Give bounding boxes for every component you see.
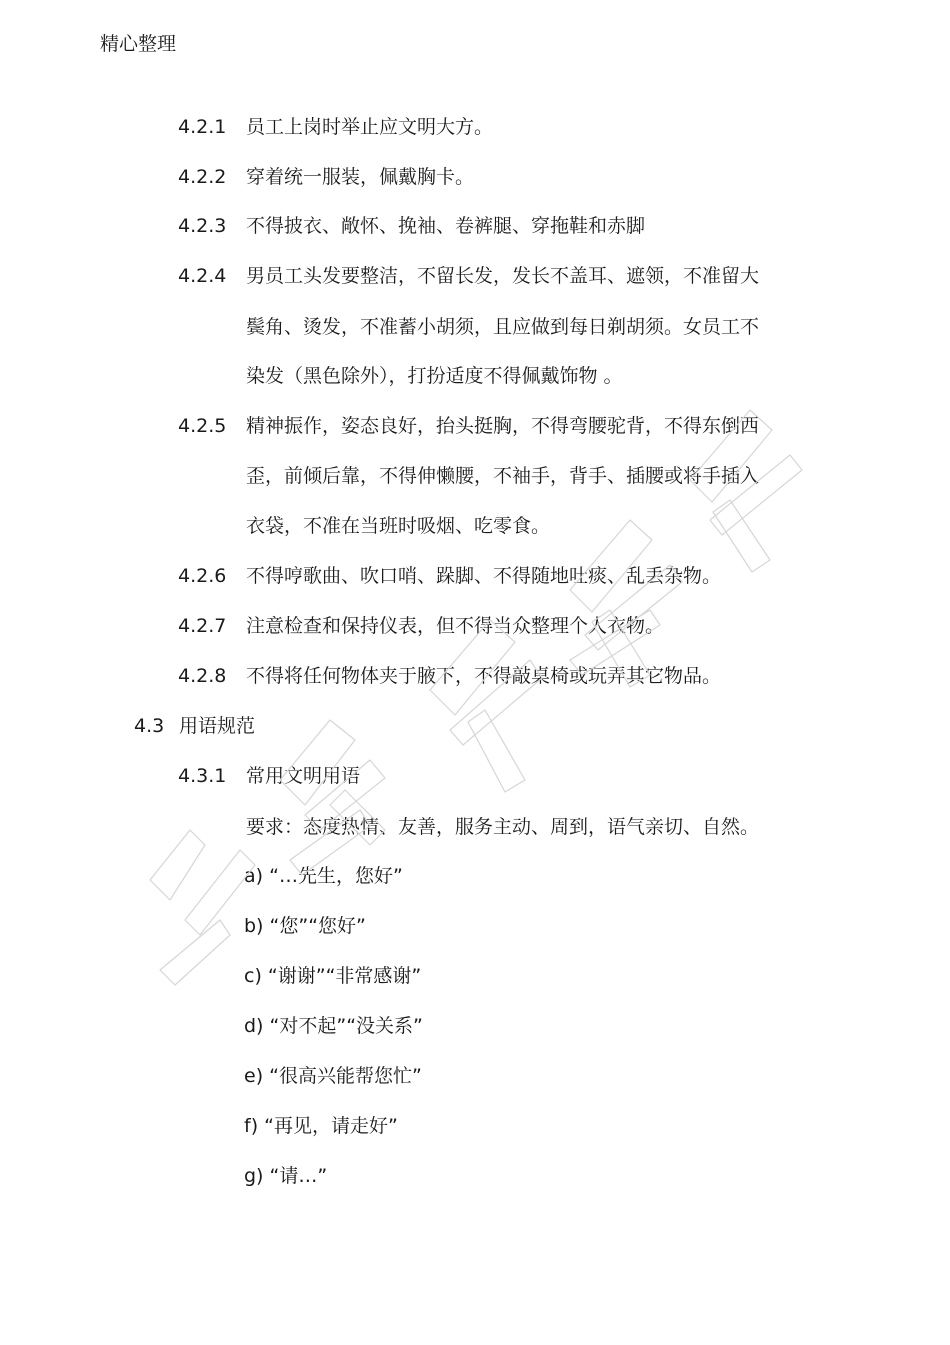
list-item bbox=[178, 262, 759, 290]
phrase-item: a) “…先生，您好” bbox=[244, 865, 403, 887]
item-text-continuation: 染发（黑色除外），打扮适度不得佩戴饰物 。 bbox=[246, 365, 623, 387]
list-item bbox=[178, 612, 664, 640]
list-item bbox=[178, 163, 474, 191]
item-text: 员工上岗时举止应文明大方。 bbox=[246, 116, 494, 138]
list-item bbox=[178, 412, 759, 440]
subsection-title: 常用文明用语 bbox=[246, 765, 361, 787]
item-number: 4.2.4 bbox=[178, 265, 227, 287]
section-title: 用语规范 bbox=[179, 715, 256, 737]
section-heading bbox=[134, 712, 255, 740]
list-item bbox=[178, 212, 645, 240]
item-number: 4.2.7 bbox=[178, 615, 227, 637]
item-number: 4.2.1 bbox=[178, 116, 227, 138]
phrase-item: d) “对不起”“没关系” bbox=[244, 1015, 423, 1037]
item-text-continuation: 歪，前倾后靠，不得伸懒腰，不袖手，背手、插腰或将手插入 bbox=[246, 465, 760, 487]
item-text: 不得将任何物体夹于腋下，不得敲桌椅或玩弄其它物品。 bbox=[246, 665, 722, 687]
item-text: 注意检查和保持仪表，但不得当众整理个人衣物。 bbox=[246, 615, 665, 637]
item-number: 4.2.6 bbox=[178, 565, 227, 587]
list-item bbox=[178, 113, 493, 141]
item-number: 4.2.2 bbox=[178, 166, 227, 188]
list-item bbox=[178, 562, 721, 590]
list-item bbox=[178, 662, 721, 690]
phrase-item: b) “您”“您好” bbox=[244, 915, 366, 937]
phrase-item: e) “很高兴能帮您忙” bbox=[244, 1065, 422, 1087]
subsection-heading bbox=[178, 762, 360, 790]
item-text: 不得哼歌曲、吹口哨、跺脚、不得随地吐痰、乱丢杂物。 bbox=[246, 565, 722, 587]
item-number: 4.2.5 bbox=[178, 415, 227, 437]
phrase-item: g) “请…” bbox=[244, 1165, 328, 1187]
item-text: 精神振作，姿态良好，抬头挺胸，不得弯腰驼背，不得东倒西 bbox=[246, 415, 760, 437]
page-header: 精心整理 bbox=[100, 33, 177, 55]
item-text-continuation: 衣袋，不准在当班时吸烟、吃零食。 bbox=[246, 515, 551, 537]
item-number: 4.2.8 bbox=[178, 665, 227, 687]
section-number: 4.3 bbox=[134, 715, 165, 737]
item-number: 4.2.3 bbox=[178, 215, 227, 237]
requirement-text: 要求：态度热情、友善，服务主动、周到，语气亲切、自然。 bbox=[246, 816, 760, 838]
item-text: 不得披衣、敞怀、挽袖、卷裤腿、穿拖鞋和赤脚 bbox=[246, 215, 646, 237]
phrase-item: c) “谢谢”“非常感谢” bbox=[244, 965, 422, 987]
item-number: 4.3.1 bbox=[178, 765, 227, 787]
item-text-continuation: 鬓角、烫发，不准蓄小胡须，且应做到每日剃胡须。女员工不 bbox=[246, 316, 760, 338]
item-text: 男员工头发要整洁，不留长发，发长不盖耳、遮领，不准留大 bbox=[246, 265, 760, 287]
phrase-item: f) “再见，请走好” bbox=[244, 1115, 398, 1137]
item-text: 穿着统一服装，佩戴胸卡。 bbox=[246, 166, 475, 188]
